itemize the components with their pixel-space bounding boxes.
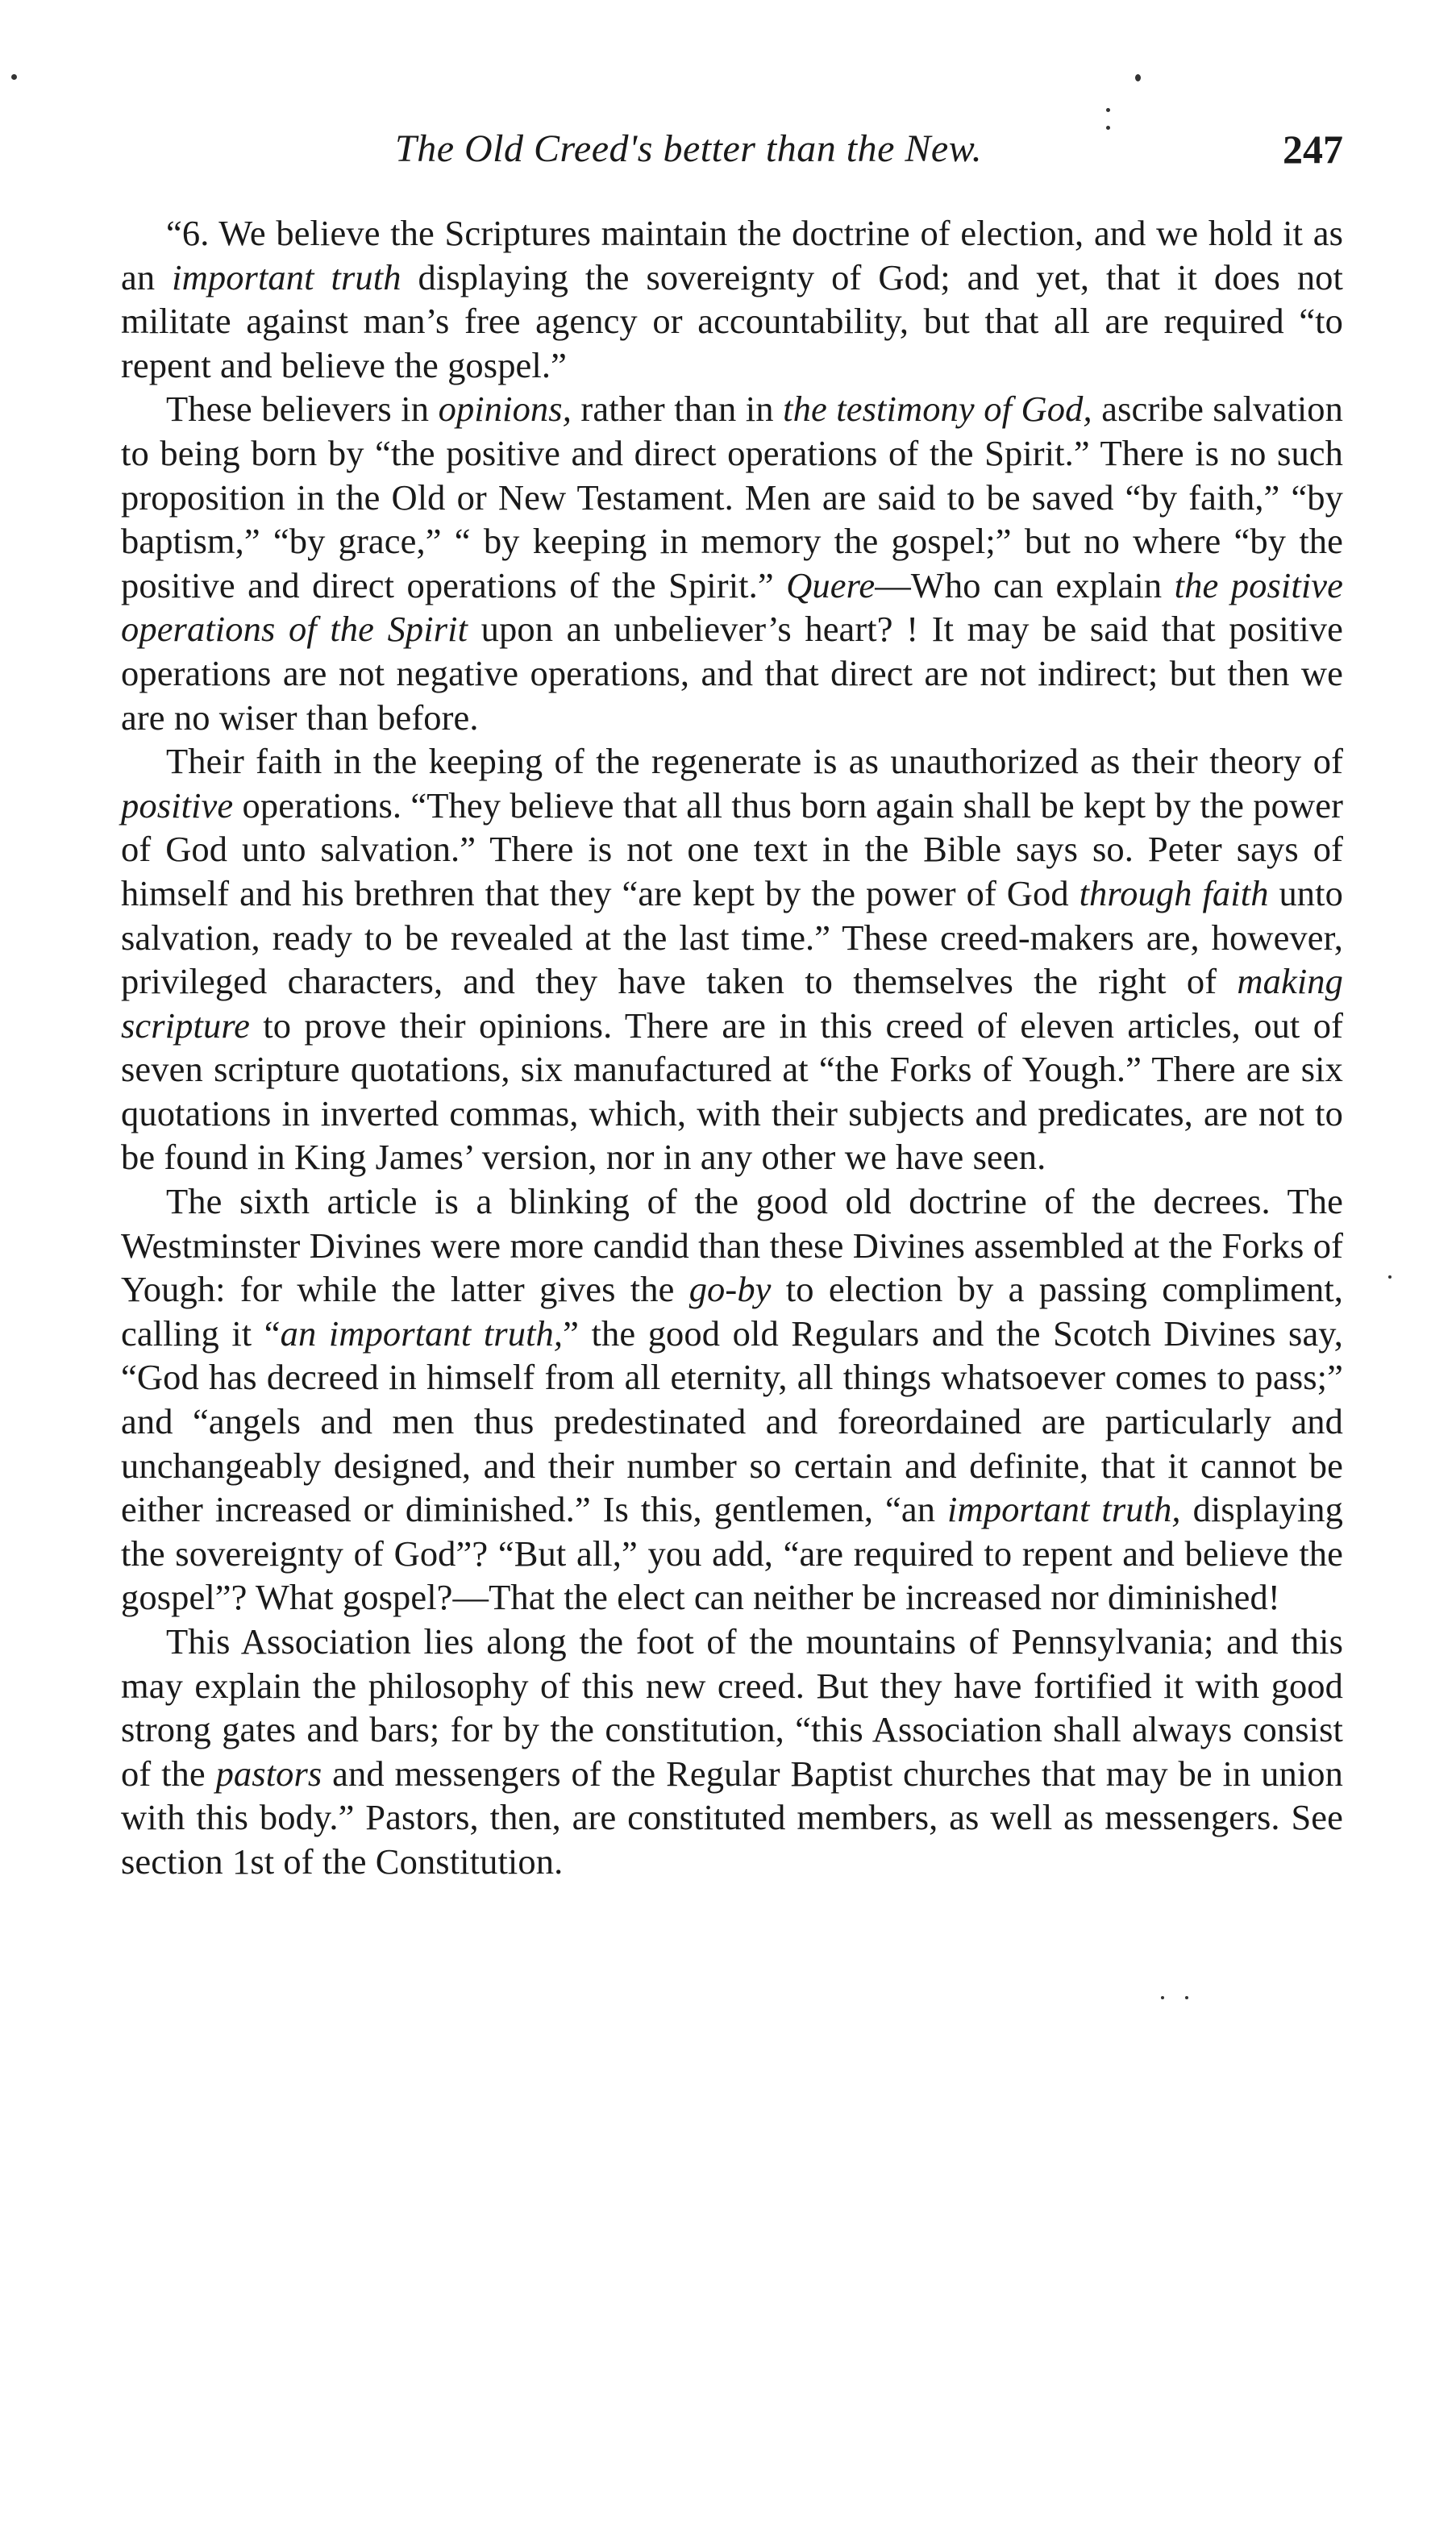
ink-speck — [1388, 1275, 1392, 1279]
ink-speck — [1106, 108, 1110, 112]
text-run: ascribe salvation to being born by “the positive and direct operations of the Spirit.” There is no such proposition in the Old or New Testament. Men are said to be saved “by faith,” “by baptism,” “by grace,” “ by keeping in memory the gospel;” but no where “by the positive and direct operations of the Spirit.” — [121, 389, 1343, 605]
body-text — [121, 211, 1343, 1969]
italic-run: positive — [121, 784, 234, 826]
text-run: These believers in — [166, 389, 439, 430]
text-run: Their faith in the keeping of the regenerate is as unauthorized as their theory of — [166, 741, 1343, 782]
text-run: and messengers of the Regular Baptist churches that may be in union with this body.” Pastors, then, are constituted members, as well as messengers. See section 1st of the Constitution. — [121, 1753, 1343, 1882]
italic-run: opinions, — [438, 389, 572, 430]
text-run: displaying the sovereignty of God; and yet, that it does not militate against man’s free agency or accountability, but that all are required “to repent and believe the gospel.” — [121, 256, 1343, 385]
text-run: ” the good old Regulars and the Scotch Divines say, “God has decreed in himself from all eternity, all things whatsoever comes to pass;” and “angels and men thus predestinated and foreordained are particularly and unchangeably designed, and their number so certain and definite, that it cannot be either increased or diminished.” Is this, gentlemen, “an — [121, 1312, 1343, 1530]
ink-speck — [1135, 74, 1141, 81]
paragraph-article-six — [121, 211, 1343, 387]
running-head — [121, 121, 1343, 177]
text-run: upon an unbeliever’s heart? ! It may be said that positive operations are not negative operations, and that direct are not indirect; but then we are no wiser than before. — [121, 609, 1344, 738]
ink-speck — [11, 74, 17, 80]
text-run: to prove their opinions. There are in this creed of eleven articles, out of seven scripture quotations, six manufactured at “the Forks of Yough.” There are six quotations in inverted commas, which, with their subjects and predicates, are not to be found in King James’ version, nor in any other we have seen. — [121, 1004, 1343, 1178]
italic-run: making scripture — [121, 961, 1343, 1046]
text-run: operations. “They believe that all thus born again shall be kept by the power of God unto salvation.” There is not one text in the Bible says so. Peter says of himself and his brethren that they “are kept by the power of God — [121, 784, 1343, 913]
italic-run: through faith — [1079, 872, 1269, 913]
page-number: 247 — [1283, 127, 1343, 172]
text-run: This Association lies along the foot of the mountains of Pennsylvania; and this may explain the philosophy of this new creed. But they have fortified it with good strong gates and bars; for by the constitution, “this Association shall always consist of the — [121, 1621, 1343, 1794]
italic-run: pastors — [215, 1753, 322, 1794]
italic-run: important truth, — [947, 1489, 1181, 1530]
paragraph-keeping-regenerate — [121, 739, 1343, 1179]
italic-run: important truth — [172, 256, 401, 297]
italic-run: an important truth, — [280, 1312, 564, 1354]
text-run: rather than in — [571, 389, 784, 430]
running-title: The Old Creed's better than the New. — [395, 127, 983, 170]
text-run: The sixth article is a blinking of the good old doctrine of the decrees. The Westminster Divines were more candid than these Divines assembled at the Forks of Yough: for while the latter gives the — [121, 1181, 1343, 1310]
paragraph-decrees — [121, 1179, 1343, 1620]
text-run: displaying the sovereignty of God”? “But all,” you add, “are required to repent and believe the gospel”? What gospel?—That the elect can neither be increased nor diminished! — [121, 1489, 1343, 1618]
text-run: —Who can explain — [875, 564, 1175, 605]
ink-speck — [1185, 1996, 1188, 1999]
italic-run: Quere — [786, 564, 876, 605]
text-run: “6. We believe the Scriptures maintain the doctrine of election, and we hold it as an — [121, 213, 1343, 297]
text-run: unto salvation, ready to be revealed at the last time.” These creed-makers are, however, privileged characters, and they have taken to themselves the right of — [121, 872, 1343, 1002]
italic-run: the testimony of God, — [783, 389, 1092, 430]
text-run: to election by a passing compliment, calling it “ — [121, 1269, 1344, 1354]
ink-speck — [1106, 126, 1110, 130]
italic-run: the positive operations of the Spirit — [121, 564, 1343, 650]
paragraph-positive-operations — [121, 387, 1343, 739]
italic-run: go-by — [688, 1269, 772, 1310]
ink-speck — [1161, 1996, 1164, 1999]
paragraph-association — [121, 1620, 1343, 1884]
